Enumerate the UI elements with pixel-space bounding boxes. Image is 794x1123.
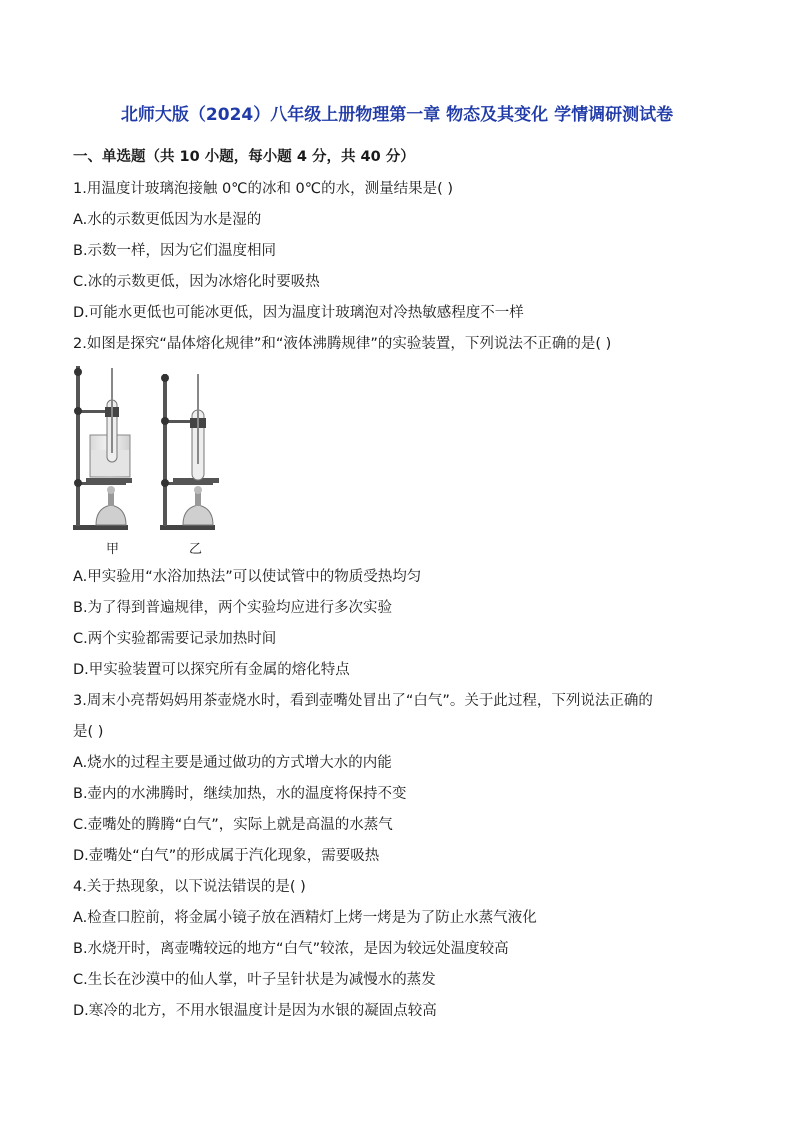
- question-2-option-d: D.甲实验装置可以探究所有金属的熔化特点: [73, 662, 350, 678]
- question-2-option-b: B.为了得到普遍规律，两个实验均应进行多次实验: [73, 600, 393, 616]
- question-3-option-d: D.壶嘴处“白气”的形成属于汽化现象，需要吸热: [73, 848, 380, 864]
- question-1-option-d: D.可能水更低也可能冰更低，因为温度计玻璃泡对冷热敏感程度不一样: [73, 305, 524, 321]
- question-3-stem: 3.周末小亮帮妈妈用茶壶烧水时，看到壶嘴处冒出了“白气”。关于此过程，下列说法正确的: [73, 693, 653, 709]
- question-4-option-b: B.水烧开时，离壶嘴较远的地方“白气”较浓，是因为较远处温度较高: [73, 941, 509, 957]
- question-2-option-c: C.两个实验都需要记录加热时间: [73, 631, 277, 647]
- experiment-apparatus-figure: [68, 360, 248, 560]
- stand-yi: [160, 374, 219, 530]
- question-4-option-c: C.生长在沙漠中的仙人掌，叶子呈针状是为减慢水的蒸发: [73, 972, 436, 988]
- question-4-option-d: D.寒冷的北方，不用水银温度计是因为水银的凝固点较高: [73, 1003, 437, 1019]
- figure-label-yi: 乙: [189, 542, 203, 557]
- question-1-option-a: A.水的示数更低因为水是湿的: [73, 212, 262, 228]
- question-3-stem-cont: 是( ): [73, 724, 104, 740]
- question-3-option-c: C.壶嘴处的腾腾“白气”，实际上就是高温的水蒸气: [73, 817, 393, 833]
- apparatus-illustration: [68, 360, 248, 560]
- question-1-stem: 1.用温度计玻璃泡接触 0℃的冰和 0℃的水，测量结果是( ): [73, 181, 453, 197]
- question-1-option-c: C.冰的示数更低，因为冰熔化时要吸热: [73, 274, 320, 290]
- question-2-option-a: A.甲实验用“水浴加热法”可以使试管中的物质受热均匀: [73, 569, 422, 585]
- figure-label-jia: 甲: [106, 542, 120, 557]
- question-3-option-a: A.烧水的过程主要是通过做功的方式增大水的内能: [73, 755, 392, 771]
- question-4-stem: 4.关于热现象，以下说法错误的是( ): [73, 879, 306, 895]
- question-4-option-a: A.检查口腔前，将金属小镜子放在酒精灯上烤一烤是为了防止水蒸气液化: [73, 910, 537, 926]
- question-1-option-b: B.示数一样，因为它们温度相同: [73, 243, 277, 259]
- question-3-option-b: B.壶内的水沸腾时，继续加热，水的温度将保持不变: [73, 786, 407, 802]
- page-title: 北师大版（2024）八年级上册物理第一章 物态及其变化 学情调研测试卷: [120, 105, 674, 125]
- stand-jia: [73, 366, 132, 530]
- question-2-stem: 2.如图是探究“晶体熔化规律”和“液体沸腾规律”的实验装置，下列说法不正确的是( ): [73, 336, 612, 352]
- section-heading: 一、单选题（共 10 小题，每小题 4 分，共 40 分）: [73, 149, 415, 165]
